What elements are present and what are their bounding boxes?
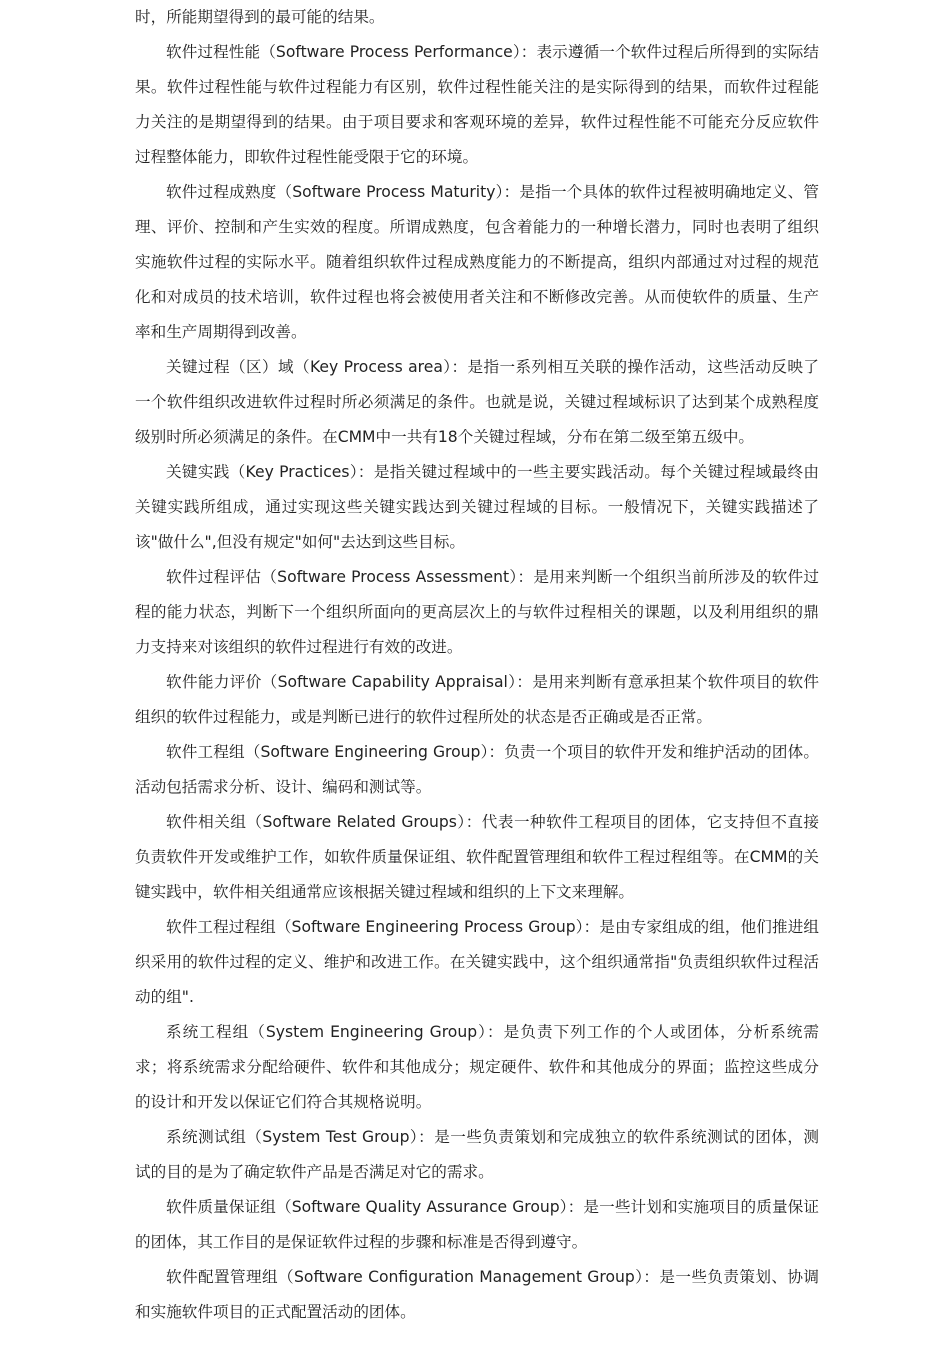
paragraph-software-process-maturity: 软件过程成熟度（Software Process Maturity）：是指一个具体的软件过程被明确地定义、管理、评价、控制和产生实效的程度。所谓成熟度，包含着能力的一种增长潜力，同时也表明了组织实施软件过程的实际水平。随着组织软件过程成熟度能力的不断提高，组织内部通过对过程的规范化和对成员的技术培训，软件过程也将会被使用者关注和不断修改完善。从而使软件的质量、生产率和生产周期得到改善。 — [135, 183, 819, 341]
paragraph-continuation: 时，所能期望得到的最可能的结果。 — [135, 8, 385, 26]
paragraph-system-engineering-group: 系统工程组（System Engineering Group）：是负责下列工作的个人或团体，分析系统需求；将系统需求分配给硬件、软件和其他成分；规定硬件、软件和其他成分的界面；监控这些成分的设计和开发以保证它们符合其规格说明。 — [135, 1023, 819, 1111]
paragraph-software-engineering-group: 软件工程组（Software Engineering Group）：负责一个项目的软件开发和维护活动的团体。活动包括需求分析、设计、编码和测试等。 — [135, 743, 819, 796]
paragraph-software-quality-assurance-group: 软件质量保证组（Software Quality Assurance Group）：是一些计划和实施项目的质量保证的团体，其工作目的是保证软件过程的步骤和标准是否得到遵守。 — [135, 1198, 819, 1251]
paragraph-system-test-group: 系统测试组（System Test Group）：是一些负责策划和完成独立的软件系统测试的团体，测试的目的是为了确定软件产品是否满足对它的需求。 — [135, 1128, 819, 1181]
document-page — [135, 0, 819, 1330]
paragraph-software-capability-appraisal: 软件能力评价（Software Capability Appraisal）：是用来判断有意承担某个软件项目的软件组织的软件过程能力，或是判断已进行的软件过程所处的状态是否正确或是否正常。 — [135, 673, 819, 726]
paragraph-software-configuration-management-group: 软件配置管理组（Software Configuration Management Group）：是一些负责策划、协调和实施软件项目的正式配置活动的团体。 — [135, 1268, 819, 1321]
paragraph-key-process-area: 关键过程（区）域（Key Process area）：是指一系列相互关联的操作活动，这些活动反映了一个软件组织改进软件过程时所必须满足的条件。也就是说，关键过程域标识了达到某个成熟程度级别时所必须满足的条件。在CMM中一共有18个关键过程域，分布在第二级至第五级中。 — [135, 358, 819, 446]
paragraph-software-engineering-process-group: 软件工程过程组（Software Engineering Process Group）：是由专家组成的组，他们推进组织采用的软件过程的定义、维护和改进工作。在关键实践中，这个组织通常指"负责组织软件过程活动的组". — [135, 918, 819, 1006]
paragraph-software-process-assessment: 软件过程评估（Software Process Assessment）：是用来判断一个组织当前所涉及的软件过程的能力状态，判断下一个组织所面向的更高层次上的与软件过程相关的课题，以及利用组织的鼎力支持来对该组织的软件过程进行有效的改进。 — [135, 568, 819, 656]
paragraph-software-related-groups: 软件相关组（Software Related Groups）：代表一种软件工程项目的团体，它支持但不直接负责软件开发或维护工作，如软件质量保证组、软件配置管理组和软件工程过程组等。在CMM的关键实践中，软件相关组通常应该根据关键过程域和组织的上下文来理解。 — [135, 813, 819, 901]
paragraph-key-practices: 关键实践（Key Practices）：是指关键过程域中的一些主要实践活动。每个关键过程域最终由关键实践所组成，通过实现这些关键实践达到关键过程域的目标。一般情况下，关键实践描述了该"做什么",但没有规定"如何"去达到这些目标。 — [135, 463, 819, 551]
paragraph-software-process-performance: 软件过程性能（Software Process Performance）：表示遵循一个软件过程后所得到的实际结果。软件过程性能与软件过程能力有区别，软件过程性能关注的是实际得到的结果，而软件过程能力关注的是期望得到的结果。由于项目要求和客观环境的差异，软件过程性能不可能充分反应软件过程整体能力，即软件过程性能受限于它的环境。 — [135, 43, 819, 166]
